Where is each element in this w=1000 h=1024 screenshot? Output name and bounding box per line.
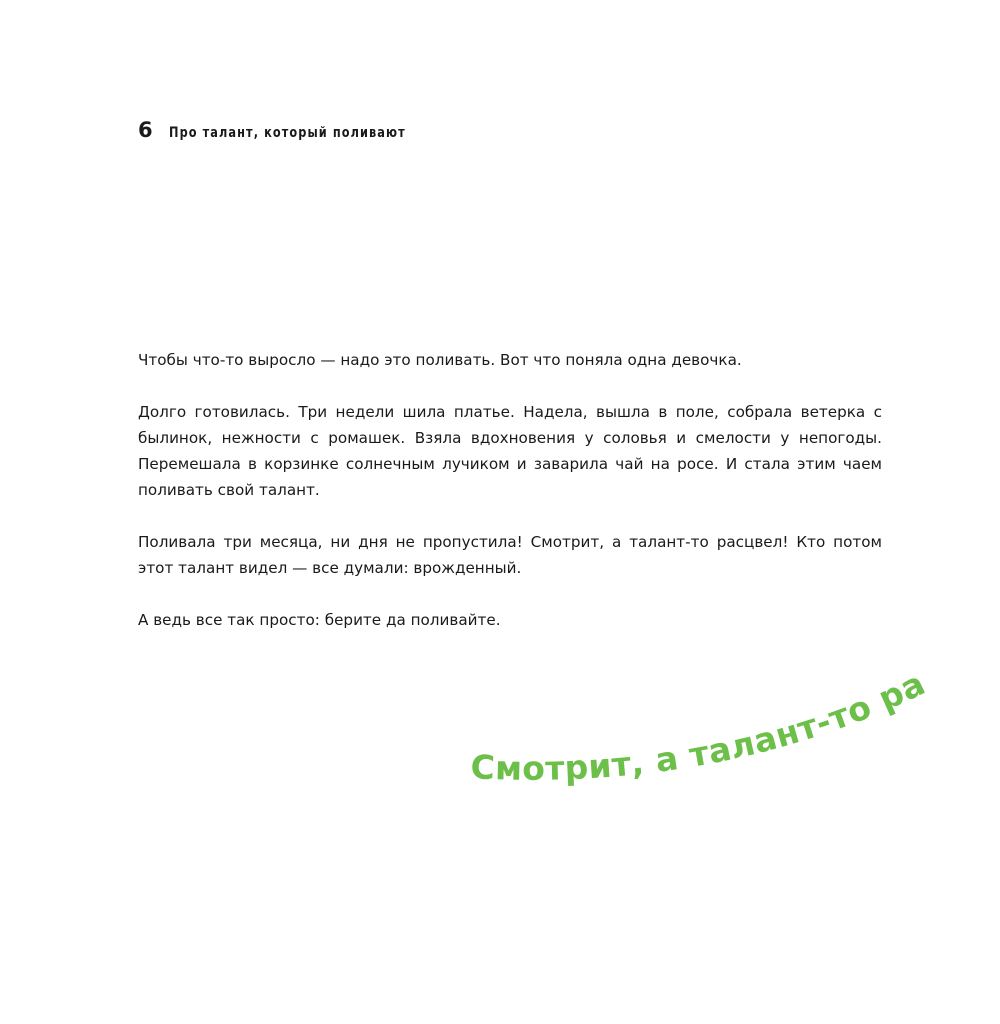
page-number: 6 (138, 118, 153, 142)
running-head (138, 118, 432, 142)
callout-svg (455, 639, 932, 820)
paragraph-4: А ведь все так просто: берите да поливайте. (138, 611, 501, 629)
callout-text (456, 639, 932, 788)
paragraph-1: Чтобы что-то выросло — надо это поливать. Вот что поняла одна девочка. (138, 351, 742, 369)
paragraph-2: Долго готовилась. Три недели шила платье. Надела, вышла в поле, собрала ветерка с былинок, нежности с ромашек. Взяла вдохновения у соловья и смелости у непогоды. Перемешала в корзинке солнечным лучиком и заварила чай на росе. И стала этим чаем поливать свой талант. (138, 403, 882, 499)
callout-textpath: Смотрит, а талант-то расцвел! (455, 639, 932, 788)
body-text (138, 347, 882, 659)
paragraph-3: Поливала три месяца, ни дня не пропустила! Смотрит, а талант-то расцвел! Кто потом этот талант видел — все думали: врожденный. (138, 533, 882, 577)
callout-quote (455, 639, 932, 820)
chapter-title: Про талант, который поливают (168, 125, 406, 141)
